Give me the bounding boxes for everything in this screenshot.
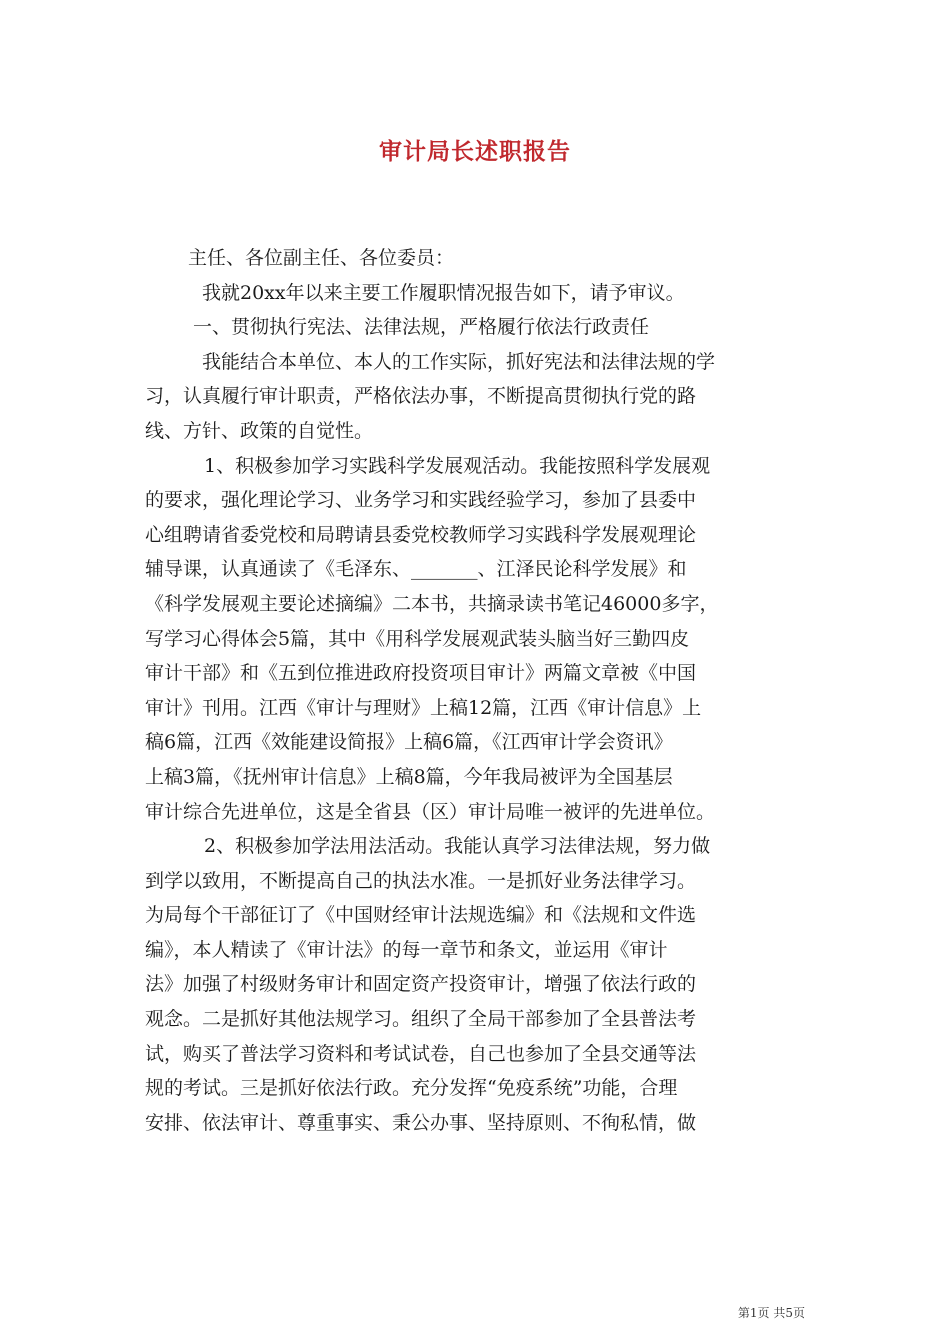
body-line: 安排、依法审计、尊重事实、秉公办事、坚持原则、不徇私情，做 xyxy=(145,1111,697,1134)
body-line: 为局每个干部征订了《中国财经审计法规选编》和《法规和文件选 xyxy=(145,904,697,927)
body-line: 观念。二是抓好其他法规学习。组织了全局干部参加了全县普法考 xyxy=(145,1008,697,1031)
body-line: 上稿3篇，《抚州审计信息》上稿8篇，今年我局被评为全国基层 xyxy=(145,765,673,788)
body-line: 心组聘请省委党校和局聘请县委党校教师学习实践科学发展观理论 xyxy=(145,523,697,546)
body-line: 习，认真履行审计职责，严格依法办事，不断提高贯彻执行党的路 xyxy=(145,385,697,408)
body-line: 规的考试。三是抓好依法行政。充分发挥“免疫系统”功能，合理 xyxy=(145,1077,678,1100)
body-line: 线、方针、政策的自觉性。 xyxy=(145,419,374,442)
section-heading: 一、贯彻执行宪法、法律法规，严格履行依法行政责任 xyxy=(193,316,650,339)
body-line: 《科学发展观主要论述摘编》二本书，共摘录读书笔记46000多字， xyxy=(145,592,719,615)
body-line: 到学以致用，不断提高自己的执法水准。一是抓好业务法律学习。 xyxy=(145,869,697,892)
body-line: 试，购买了普法学习资料和考试试卷，自己也参加了全县交通等法 xyxy=(145,1042,697,1065)
page-number: 第1页 共5页 xyxy=(737,1306,805,1320)
document-title: 审计局长述职报告 xyxy=(379,138,571,165)
body-line: 我能结合本单位、本人的工作实际，抓好宪法和法律法规的学 xyxy=(202,350,716,373)
document-body xyxy=(145,241,810,1140)
body-line: 1、积极参加学习实践科学发展观活动。我能按照科学发展观 xyxy=(204,454,711,477)
body-line: 审计干部》和《五到位推进政府投资项目审计》两篇文章被《中国 xyxy=(145,662,697,685)
intro-line: 我就20xx年以来主要工作履职情况报告如下，请予审议。 xyxy=(202,281,685,304)
body-line: 法》加强了村级财务审计和固定资产投资审计，增强了依法行政的 xyxy=(145,973,697,996)
body-line: 2、积极参加学法用法活动。我能认真学习法律法规，努力做 xyxy=(204,835,711,858)
body-line: 写学习心得体会5篇，其中《用科学发展观武装头脑当好三勤四皮 xyxy=(145,627,690,650)
body-line: 的要求，强化理论学习、业务学习和实践经验学习，参加了县委中 xyxy=(145,489,697,512)
body-line: 辅导课，认真通读了《毛泽东、_______、江泽民论科学发展》和 xyxy=(145,558,687,581)
body-line: 稿6篇，江西《效能建设简报》上稿6篇，《江西审计学会资讯》 xyxy=(145,731,673,754)
body-line: 编》，本人精读了《审计法》的每一章节和条文，並运用《审计 xyxy=(145,938,668,961)
body-line: 审计综合先进单位，这是全省县（区）审计局唯一被评的先进单位。 xyxy=(145,800,716,823)
salutation: 主任、各位副主任、各位委员： xyxy=(188,247,455,269)
body-line: 审计》刊用。江西《审计与理财》上稿12篇，江西《审计信息》上 xyxy=(145,696,702,719)
